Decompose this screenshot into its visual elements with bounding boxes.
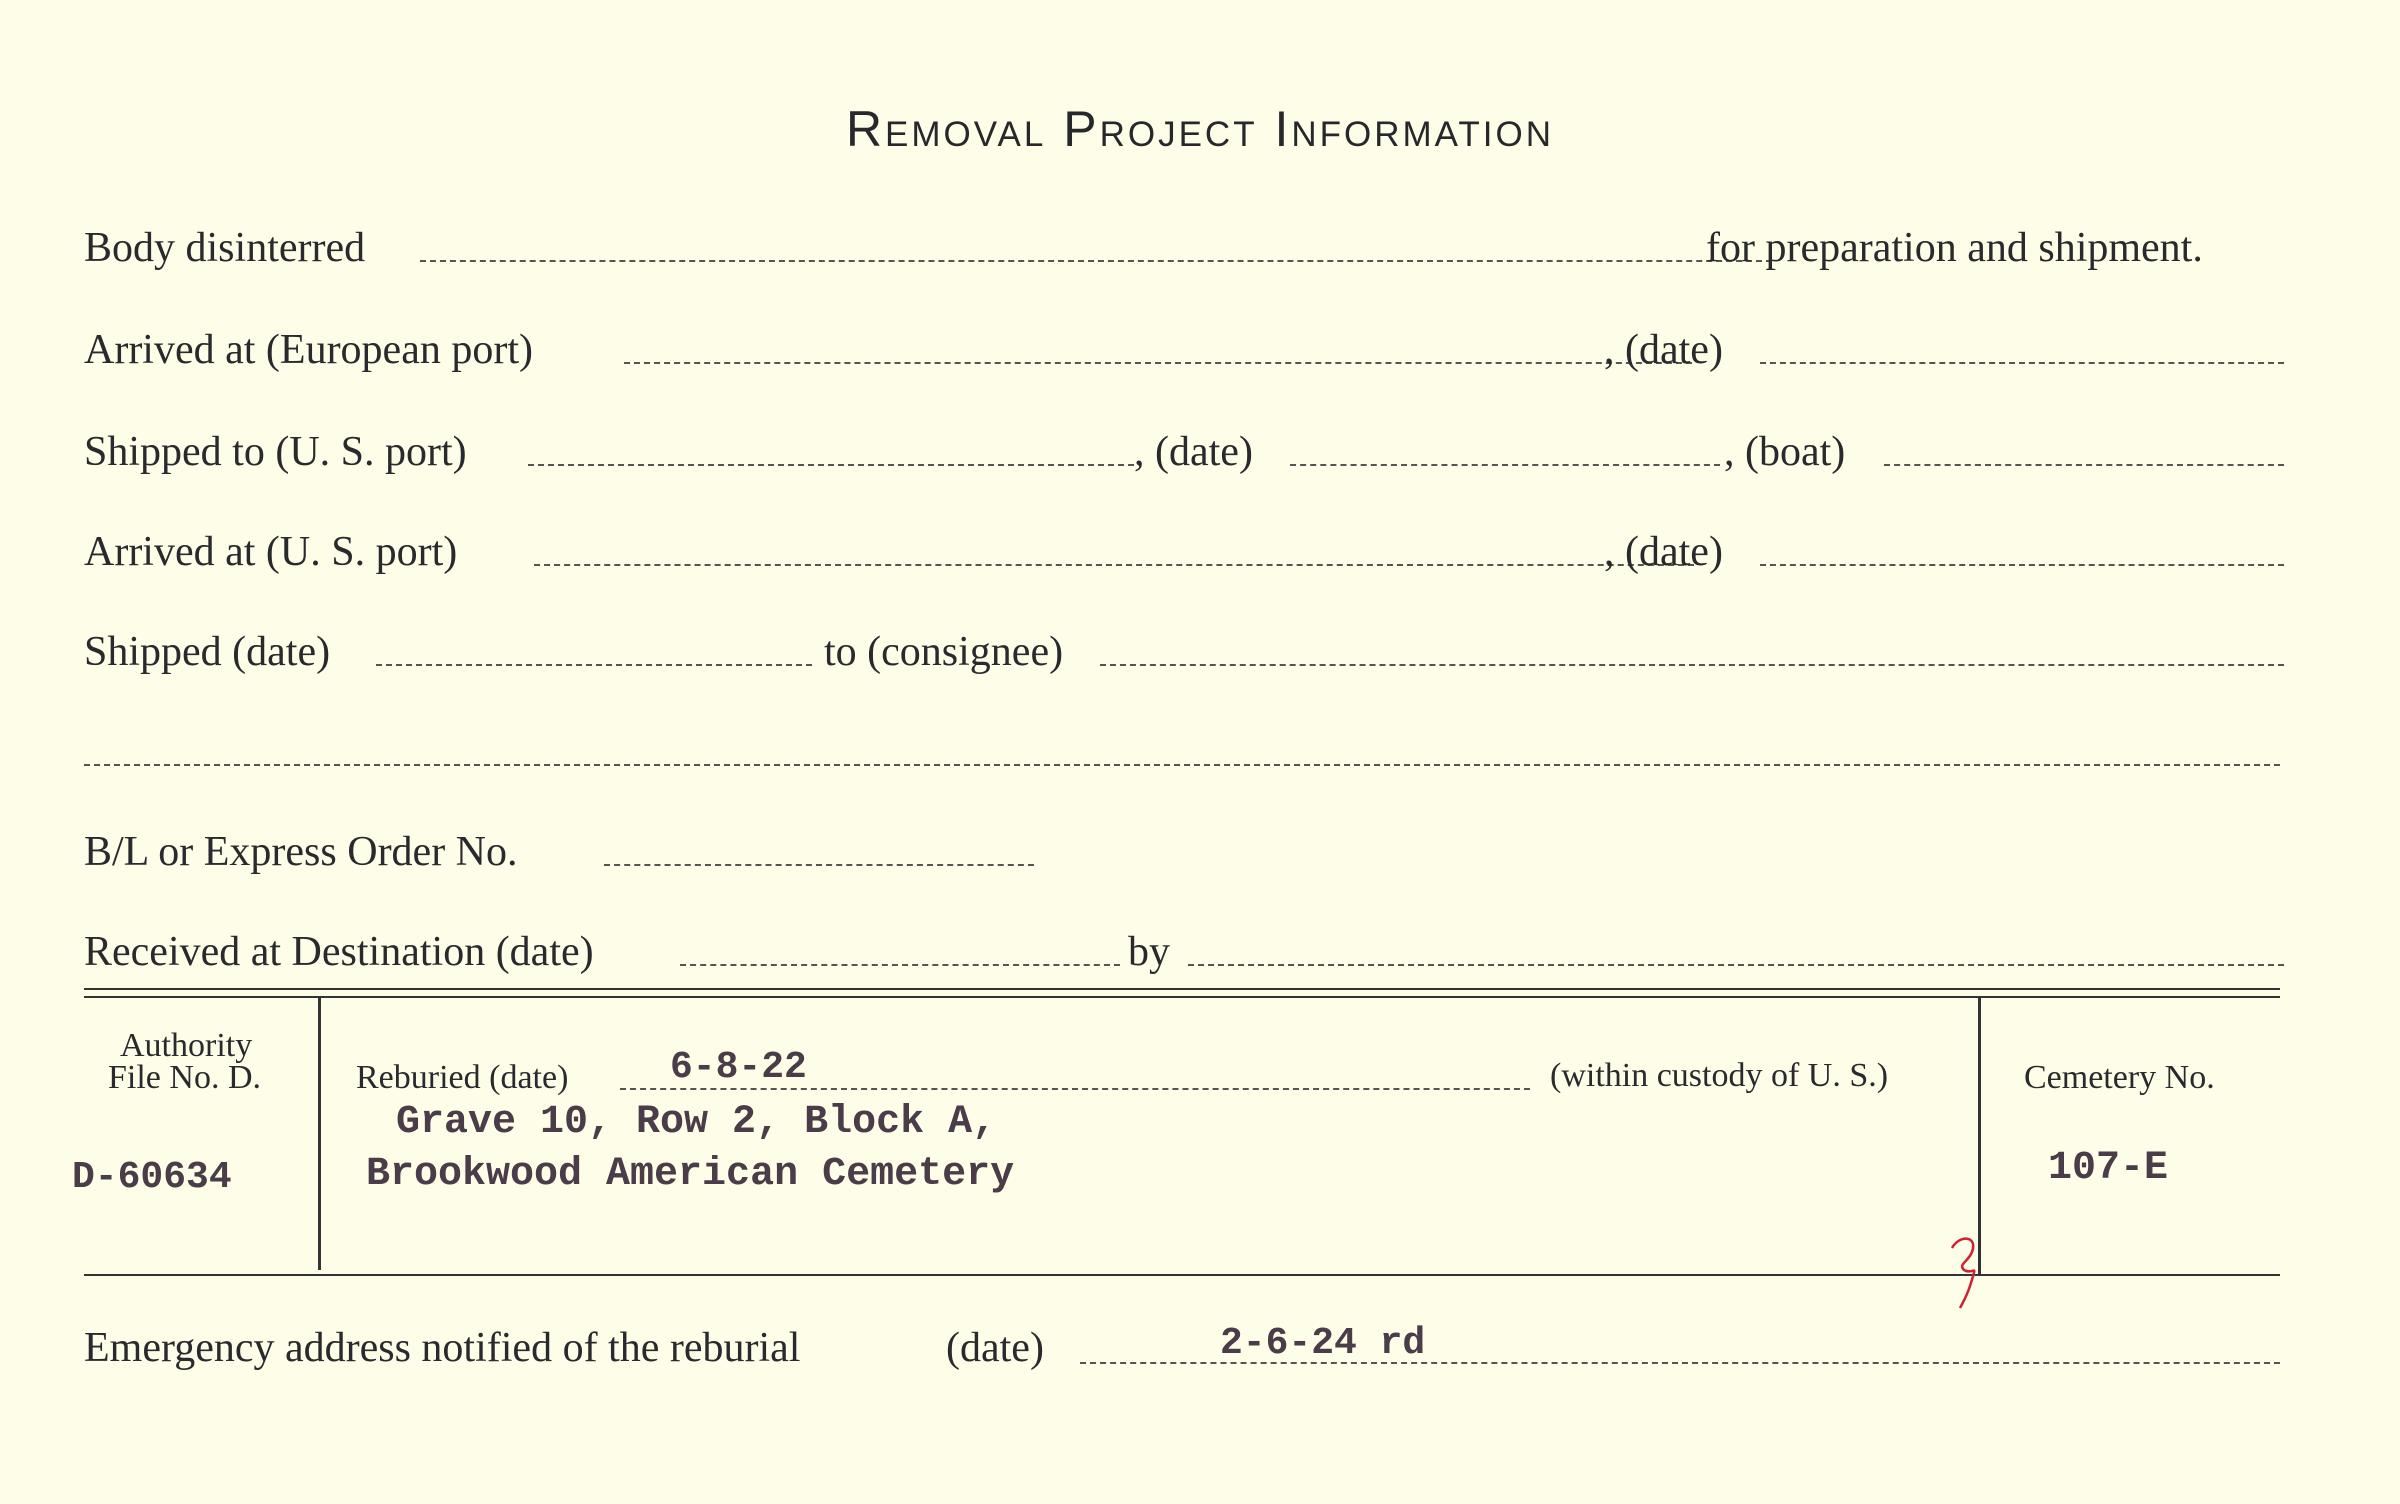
shipped-to-us-label: Shipped to (U. S. port)	[84, 429, 467, 475]
row-bl-order	[84, 822, 2284, 882]
european-port-field[interactable]	[624, 362, 1692, 364]
custody-label: (within custody of U. S.)	[1550, 1057, 1889, 1094]
emergency-date-value: 2-6-24 rd	[1220, 1322, 1426, 1365]
red-pencil-mark-icon	[1948, 1230, 1988, 1310]
arrived-us-port-field[interactable]	[534, 564, 1694, 566]
arrived-european-date-label: , (date)	[1604, 327, 1723, 373]
reburied-label: Reburied (date)	[356, 1059, 569, 1096]
row-arrived-european	[84, 320, 2284, 380]
bl-order-label: B/L or Express Order No.	[84, 829, 518, 875]
row-emergency	[84, 1318, 2284, 1378]
boat-label: , (boat)	[1724, 429, 1846, 475]
european-date-field[interactable]	[1760, 362, 2284, 364]
cemetery-no-value: 107-E	[2048, 1146, 2169, 1191]
received-date-field[interactable]	[680, 964, 1120, 966]
cemetery-no-label: Cemetery No.	[2024, 1059, 2215, 1096]
us-port-field[interactable]	[528, 464, 1134, 466]
file-no-label: File No. D.	[108, 1059, 261, 1096]
box-top-rule-2	[84, 996, 2280, 998]
reburied-date-value: 6-8-22	[670, 1046, 807, 1089]
row-body-disinterred	[84, 218, 2284, 278]
row-received	[84, 922, 2284, 982]
grave-location-line-2: Brookwood American Cemetery	[366, 1152, 1015, 1197]
arrived-us-date-field[interactable]	[1760, 564, 2284, 566]
row-arrived-us	[84, 522, 2284, 582]
box-top-rule	[84, 988, 2280, 990]
emergency-label: Emergency address notified of the reburial	[84, 1325, 801, 1371]
shipped-date-field[interactable]	[1290, 464, 1720, 466]
consignee-continued-field[interactable]	[84, 764, 2280, 766]
consignee-label: to (consignee)	[824, 629, 1064, 675]
row-shipped-to-us	[84, 422, 2284, 482]
arrived-us-date-label: , (date)	[1604, 529, 1723, 575]
received-label: Received at Destination (date)	[84, 929, 594, 975]
card-title: Removal Project Information	[845, 101, 1555, 157]
authority-file-value: D-60634	[72, 1156, 232, 1199]
body-disinterred-label: Body disinterred	[84, 225, 366, 271]
body-disinterred-field[interactable]	[420, 260, 1772, 262]
bl-order-field[interactable]	[604, 864, 1034, 866]
emergency-date-label: (date)	[946, 1325, 1044, 1371]
authority-label: Authority	[120, 1027, 253, 1064]
box-divider-left	[318, 998, 321, 1270]
row-consignee-continued	[84, 722, 2284, 782]
received-by-field[interactable]	[1188, 964, 2284, 966]
boat-field[interactable]	[1884, 464, 2284, 466]
consignee-field[interactable]	[1100, 664, 2284, 666]
grave-location-line-1: Grave 10, Row 2, Block A,	[396, 1100, 997, 1145]
arrived-us-label: Arrived at (U. S. port)	[84, 529, 458, 575]
shipped-to-us-date-label: , (date)	[1134, 429, 1253, 475]
arrived-european-label: Arrived at (European port)	[84, 327, 533, 373]
body-disinterred-suffix: for preparation and shipment.	[1706, 225, 2203, 271]
shipped-date-label: Shipped (date)	[84, 629, 331, 675]
received-by-label: by	[1128, 929, 1170, 975]
row-shipped-consignee	[84, 622, 2284, 682]
shipped-date-input[interactable]	[376, 664, 812, 666]
